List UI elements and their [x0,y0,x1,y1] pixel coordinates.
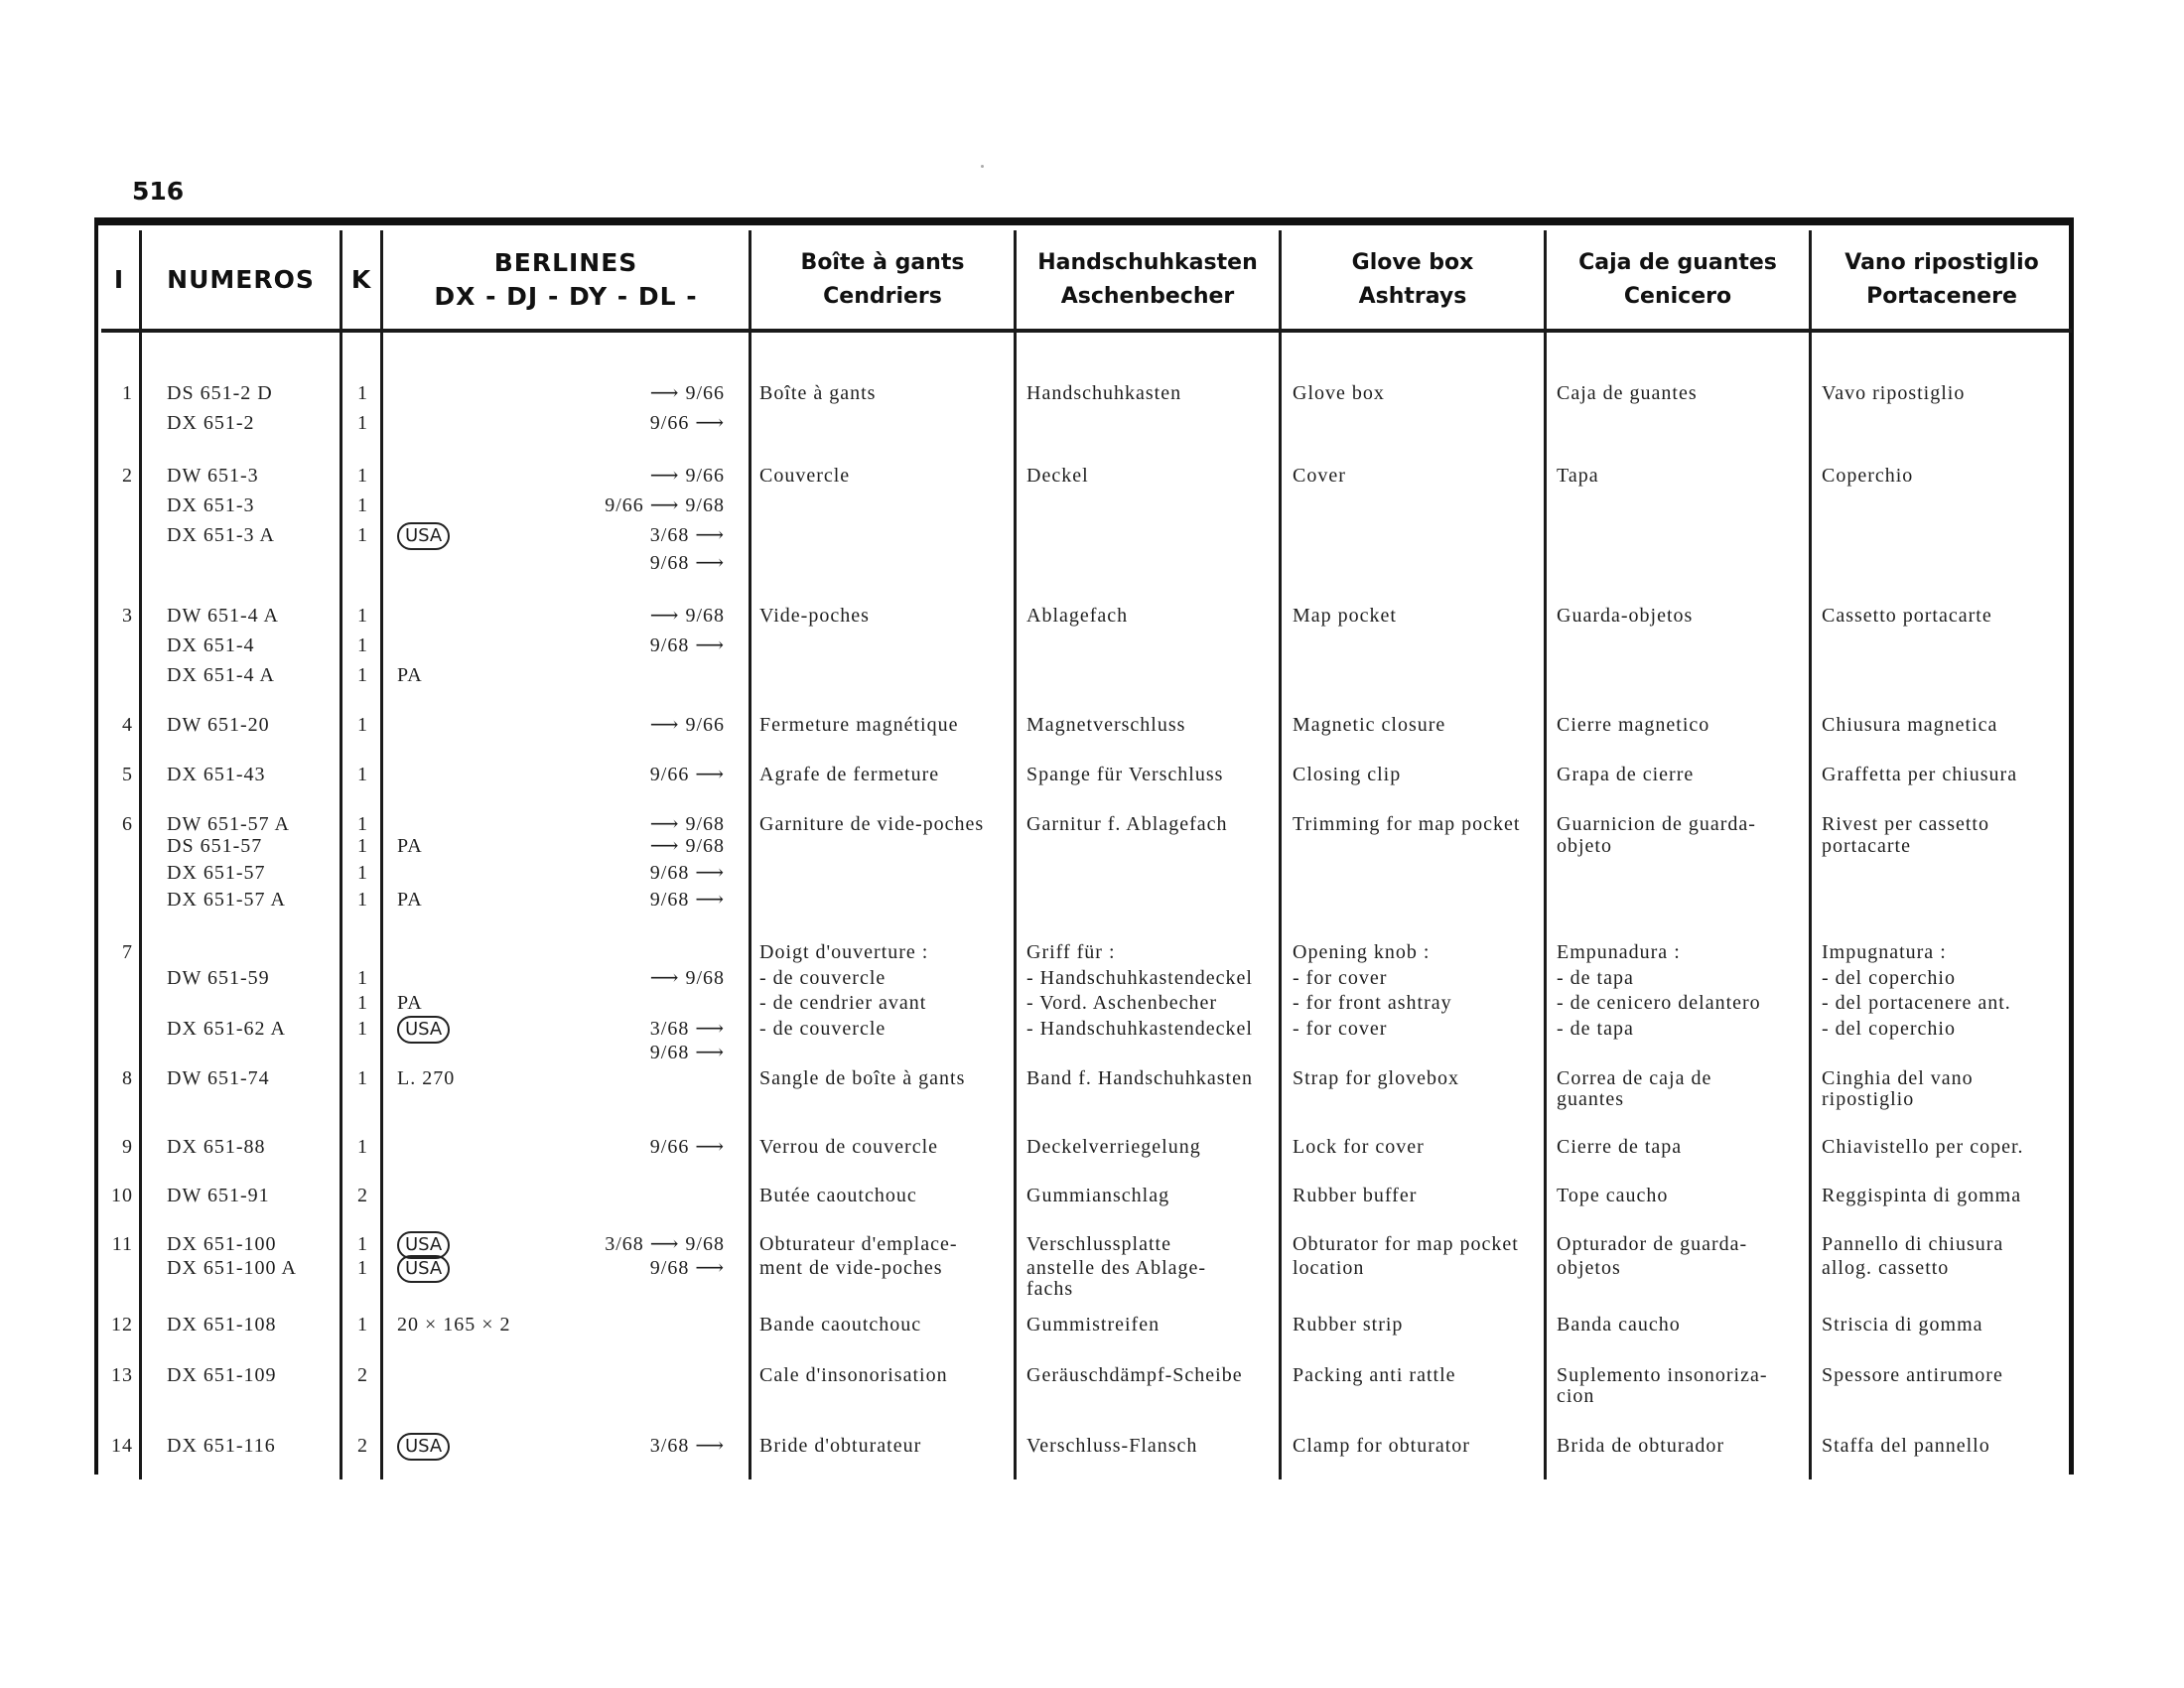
date-range: ⟶ 9/66 [649,465,725,487]
date-range: 9/66 ⟶ [649,412,725,434]
date-range: 9/66 ⟶ [649,764,725,785]
part-number: DX 651-116 [167,1435,276,1457]
label-spanish: guantes [1557,1088,1625,1110]
usa-badge: USA [397,1231,450,1259]
header-k: K [350,265,372,294]
date-range: 9/68 ⟶ [649,862,725,884]
header-index: I [113,265,125,294]
quantity: 1 [357,494,368,516]
item-index: 11 [111,1233,133,1255]
date-range: 9/66 ⟶ [649,1136,725,1158]
label-french: Bride d'obturateur [759,1435,922,1457]
quantity: 1 [357,664,368,686]
quantity: 1 [357,992,368,1014]
label-italian: - del coperchio [1822,967,1956,989]
scan-speck [981,165,984,168]
part-number: DX 651-3 A [167,524,275,546]
market-cell [397,1016,450,1044]
part-number: DX 651-57 [167,862,266,884]
quantity: 1 [357,605,368,627]
part-number: DX 651-62 A [167,1018,286,1040]
label-english: Glove box [1293,382,1385,404]
label-german: Spange für Verschluss [1026,764,1224,785]
label-english: Strap for glovebox [1293,1067,1459,1089]
label-english: - for cover [1293,1018,1388,1040]
label-italian: - del coperchio [1822,1018,1956,1040]
quantity: 1 [357,862,368,884]
label-french: - de couvercle [759,967,887,989]
part-number: DX 651-4 A [167,664,275,686]
quantity: 1 [357,1067,368,1089]
label-french: Sangle de boîte à gants [759,1067,966,1089]
note: PA [397,664,423,686]
label-german: - Vord. Aschenbecher [1026,992,1217,1014]
label-spanish: - de tapa [1557,1018,1634,1040]
market-cell [397,1433,450,1461]
label-italian: Rivest per cassetto [1822,813,1989,835]
label-german: Deckel [1026,465,1089,487]
column-divider [139,230,142,1479]
quantity: 2 [357,1185,368,1206]
label-french: Cale d'insonorisation [759,1364,948,1386]
part-number: DX 651-88 [167,1136,266,1158]
quantity: 2 [357,1364,368,1386]
date-range: ⟶ 9/68 [649,835,725,857]
item-index: 5 [122,764,133,785]
date-range: 9/66 ⟶ 9/68 [605,494,725,516]
label-spanish: - de cenicero delantero [1557,992,1761,1014]
label-italian: Chiavistello per coper. [1822,1136,2024,1158]
label-spanish: objeto [1557,835,1612,857]
label-german: Handschuhkasten [1026,382,1182,404]
date-range: 9/68 ⟶ [649,1042,725,1063]
label-french: Fermeture magnétique [759,714,959,736]
quantity: 1 [357,1136,368,1158]
label-german: Band f. Handschuhkasten [1026,1067,1253,1089]
label-english: Lock for cover [1293,1136,1425,1158]
usa-badge: USA [397,1016,450,1044]
quantity: 1 [357,1257,368,1279]
part-number: DS 651-57 [167,835,263,857]
label-english: Packing anti rattle [1293,1364,1456,1386]
label-italian: allog. cassetto [1822,1257,1950,1279]
label-german: Gummistreifen [1026,1314,1160,1336]
label-english: Closing clip [1293,764,1402,785]
usa-badge: USA [397,522,450,550]
label-english: Clamp for obturator [1293,1435,1470,1457]
date-range: 9/68 ⟶ [649,634,725,656]
label-spanish: objetos [1557,1257,1621,1279]
item-index: 14 [111,1435,133,1457]
column-divider [1809,230,1812,1479]
item-index: 9 [122,1136,133,1158]
label-english: Rubber buffer [1293,1185,1418,1206]
label-english: Opening knob : [1293,941,1431,963]
label-spanish: Caja de guantes [1557,382,1698,404]
item-index: 8 [122,1067,133,1089]
label-german: Gummianschlag [1026,1185,1170,1206]
date-range: 3/68 ⟶ 9/68 [605,1233,725,1255]
label-spanish: - de tapa [1557,967,1634,989]
label-french: Agrafe de fermeture [759,764,940,785]
label-spanish: Grapa de cierre [1557,764,1695,785]
part-number: DX 651-100 A [167,1257,297,1279]
header-english: Glove box Ashtrays [1351,250,1474,309]
label-german: Geräuschdämpf-Scheibe [1026,1364,1243,1386]
header-rule [101,329,2072,333]
label-spanish: Guarnicion de guarda- [1557,813,1756,835]
label-spanish: Tope caucho [1557,1185,1669,1206]
quantity: 1 [357,889,368,911]
label-french: ment de vide-poches [759,1257,943,1279]
header-berlines: BERLINES DX - DJ - DY - DL - [434,248,698,311]
part-number: DX 651-57 A [167,889,286,911]
label-french: Bande caoutchouc [759,1314,922,1336]
label-french: Verrou de couvercle [759,1136,939,1158]
label-italian: Spessore antirumore [1822,1364,2003,1386]
item-index: 6 [122,813,133,835]
usa-badge: USA [397,1255,450,1283]
page-number: 516 [132,177,185,206]
label-italian: Reggispinta di gomma [1822,1185,2022,1206]
part-number: DW 651-57 A [167,813,290,835]
note: PA [397,889,423,911]
label-english: Map pocket [1293,605,1397,627]
note: PA [397,992,423,1014]
column-divider [1544,230,1547,1479]
label-german: anstelle des Ablage- [1026,1257,1207,1279]
quantity: 1 [357,764,368,785]
header-german: Handschuhkasten Aschenbecher [1037,250,1258,309]
quantity: 1 [357,714,368,736]
label-italian: portacarte [1822,835,1911,857]
part-number: DX 651-108 [167,1314,277,1336]
quantity: 1 [357,382,368,404]
column-divider [340,230,342,1479]
part-number: DW 651-4 A [167,605,279,627]
quantity: 1 [357,524,368,546]
item-index: 10 [111,1185,133,1206]
part-number: DW 651-74 [167,1067,270,1089]
date-range: 9/68 ⟶ [649,552,725,574]
label-english: - for cover [1293,967,1388,989]
part-number: DS 651-2 D [167,382,273,404]
header-spanish: Caja de guantes Cenicero [1578,250,1777,309]
usa-badge: USA [397,1433,450,1461]
label-italian: Cassetto portacarte [1822,605,1992,627]
part-number: DX 651-4 [167,634,255,656]
label-german: Magnetverschluss [1026,714,1186,736]
part-number: DW 651-20 [167,714,270,736]
label-german: fachs [1026,1278,1074,1300]
date-range: 3/68 ⟶ [649,1018,725,1040]
date-range: ⟶ 9/68 [649,813,725,835]
market-cell [397,1255,450,1283]
column-divider [749,230,751,1479]
label-spanish: cion [1557,1385,1595,1407]
label-french: Doigt d'ouverture : [759,941,929,963]
note: L. 270 [397,1067,456,1089]
quantity: 1 [357,465,368,487]
part-number: DX 651-109 [167,1364,277,1386]
label-spanish: Cierre magnetico [1557,714,1710,736]
date-range: 3/68 ⟶ [649,1435,725,1457]
label-italian: Pannello di chiusura [1822,1233,2004,1255]
quantity: 1 [357,412,368,434]
label-german: Garnitur f. Ablagefach [1026,813,1228,835]
part-number: DX 651-100 [167,1233,277,1255]
date-range: 3/68 ⟶ [649,524,725,546]
note: 20 × 165 × 2 [397,1314,511,1336]
quantity: 1 [357,1233,368,1255]
part-number: DX 651-43 [167,764,266,785]
label-german: Verschlussplatte [1026,1233,1171,1255]
column-divider [1279,230,1282,1479]
label-italian: Impugnatura : [1822,941,1947,963]
item-index: 13 [111,1364,133,1386]
label-french: Garniture de vide-poches [759,813,985,835]
quantity: 1 [357,1314,368,1336]
label-german: Griff für : [1026,941,1116,963]
item-index: 3 [122,605,133,627]
label-english: Magnetic closure [1293,714,1446,736]
date-range: 9/68 ⟶ [649,1257,725,1279]
label-italian: Coperchio [1822,465,1914,487]
label-english: - for front ashtray [1293,992,1452,1014]
label-spanish: Empunadura : [1557,941,1681,963]
item-index: 7 [122,941,133,963]
label-german: Ablagefach [1026,605,1129,627]
label-spanish: Guarda-objetos [1557,605,1694,627]
label-spanish: Tapa [1557,465,1599,487]
label-italian: - del portacenere ant. [1822,992,2011,1014]
item-index: 4 [122,714,133,736]
header-numeros: NUMEROS [167,265,315,294]
date-range: 9/68 ⟶ [649,889,725,911]
label-italian: Vavo ripostiglio [1822,382,1966,404]
label-german: Deckelverriegelung [1026,1136,1201,1158]
date-range: ⟶ 9/68 [649,605,725,627]
part-number: DX 651-3 [167,494,255,516]
label-english: Rubber strip [1293,1314,1404,1336]
label-english: Cover [1293,465,1346,487]
quantity: 1 [357,967,368,989]
column-divider [1014,230,1017,1479]
item-index: 1 [122,382,133,404]
note: PA [397,835,423,857]
label-french: Obturateur d'emplace- [759,1233,958,1255]
label-german: Verschluss-Flansch [1026,1435,1198,1457]
label-italian: Chiusura magnetica [1822,714,1998,736]
header-french: Boîte à gants Cendriers [800,250,965,309]
label-french: Boîte à gants [759,382,877,404]
label-french: Couvercle [759,465,851,487]
item-index: 2 [122,465,133,487]
date-range: ⟶ 9/68 [649,967,725,989]
market-cell [397,522,450,550]
label-french: Vide-poches [759,605,870,627]
label-italian: Graffetta per chiusura [1822,764,2018,785]
label-spanish: Brida de obturador [1557,1435,1725,1457]
date-range: ⟶ 9/66 [649,714,725,736]
column-divider [380,230,383,1479]
quantity: 1 [357,1018,368,1040]
label-spanish: Banda caucho [1557,1314,1681,1336]
label-spanish: Opturador de guarda- [1557,1233,1748,1255]
date-range: ⟶ 9/66 [649,382,725,404]
quantity: 1 [357,634,368,656]
label-spanish: Cierre de tapa [1557,1136,1683,1158]
label-italian: Cinghia del vano [1822,1067,1974,1089]
label-french: - de cendrier avant [759,992,927,1014]
quantity: 2 [357,1435,368,1457]
item-index: 12 [111,1314,133,1336]
label-german: - Handschuhkastendeckel [1026,1018,1253,1040]
label-italian: ripostiglio [1822,1088,1915,1110]
label-german: - Handschuhkastendeckel [1026,967,1253,989]
label-italian: Staffa del pannello [1822,1435,1990,1457]
part-number: DW 651-91 [167,1185,270,1206]
label-french: - de couvercle [759,1018,887,1040]
label-spanish: Suplemento insonoriza- [1557,1364,1768,1386]
label-spanish: Correa de caja de [1557,1067,1712,1089]
quantity: 1 [357,835,368,857]
label-english: Trimming for map pocket [1293,813,1521,835]
quantity: 1 [357,813,368,835]
label-italian: Striscia di gomma [1822,1314,1983,1336]
label-french: Butée caoutchouc [759,1185,917,1206]
header-italian: Vano ripostiglio Portacenere [1844,250,2039,309]
part-number: DW 651-3 [167,465,259,487]
label-english: Obturator for map pocket [1293,1233,1519,1255]
label-english: location [1293,1257,1365,1279]
part-number: DX 651-2 [167,412,255,434]
part-number: DW 651-59 [167,967,270,989]
